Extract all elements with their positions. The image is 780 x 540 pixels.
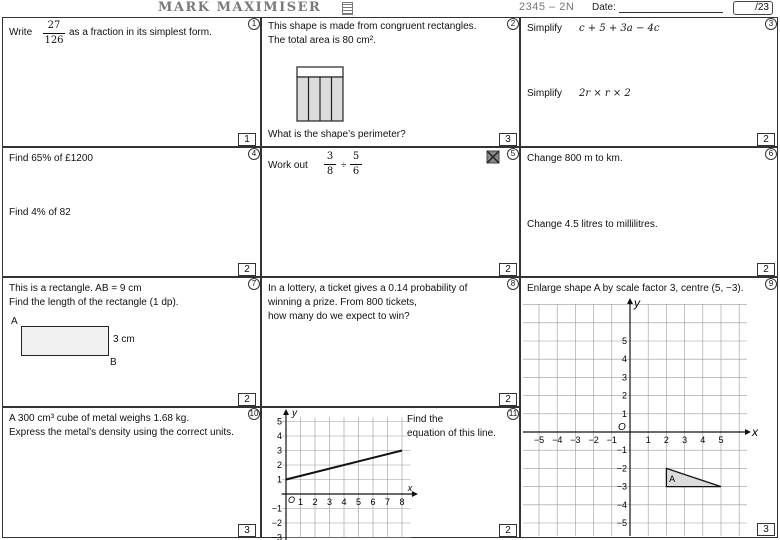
q9-y-tick-label: 3	[621, 372, 627, 383]
question-cell-10	[2, 407, 261, 538]
q10-number: 10	[249, 409, 259, 418]
q5-number: 5	[507, 148, 519, 160]
q6-line1: Change 800 m to km.	[527, 153, 623, 164]
q4-number: 4	[248, 148, 260, 160]
q11-marks: 2	[499, 524, 517, 537]
q9-x-tick-label: 1	[645, 435, 651, 445]
q9-marks: 3	[757, 523, 775, 536]
q9-x-tick-label: −4	[552, 435, 563, 445]
worksheet-header	[0, 0, 780, 17]
q9-y-axis-arrow	[627, 298, 633, 304]
question-cell-6	[520, 147, 778, 277]
q11-x-tick-label: 7	[384, 497, 391, 507]
q8-number: 8	[507, 278, 519, 290]
q1-number: 1	[248, 18, 260, 30]
q3-marks: 2	[757, 133, 775, 146]
q9-y-tick-label: 4	[621, 354, 627, 365]
q9-x-tick-label: −5	[533, 435, 545, 445]
q3-expression-2: 2r × r × 2	[579, 88, 631, 99]
q11-y-axis-arrow	[283, 409, 289, 415]
q11-y-tick-label: 2	[276, 460, 282, 470]
q7-line2: Find the length of the rectangle (1 dp).	[9, 297, 179, 308]
q7-rectangle	[21, 326, 109, 356]
q7-vertex-a: A	[11, 316, 18, 327]
date-input-line[interactable]	[619, 12, 723, 13]
q11-x-tick-label: 5	[355, 497, 362, 507]
q11-y-tick-label: −2	[271, 518, 282, 528]
q9-x-tick-label: 4	[700, 435, 706, 445]
q8-line3: how many do we expect to win?	[268, 311, 410, 322]
question-cell-5	[261, 147, 520, 277]
q2-marks: 3	[499, 133, 517, 146]
no-calculator-icon	[486, 150, 500, 164]
q9-x-tick-label: −2	[588, 435, 599, 445]
q10-line1: A 300 cm³ cube of metal weighs 1.68 kg.	[9, 413, 190, 424]
q4-line1: Find 65% of £1200	[9, 153, 93, 164]
q2-rectangle-shape	[296, 66, 344, 122]
q9-line1: Enlarge shape A by scale factor 3, centre (5, −3).	[527, 283, 744, 294]
q1-fraction-denominator: 126	[44, 35, 64, 46]
worksheet-code: 2345 – 2N	[519, 1, 575, 13]
q5-label: Work out	[268, 160, 308, 171]
q11-number: 11	[508, 409, 518, 418]
q8-marks: 2	[499, 393, 517, 406]
date-label: Date:	[592, 2, 616, 13]
q9-x-tick-label: −3	[570, 435, 581, 445]
q5-b-bar	[350, 164, 362, 165]
q9-y-tick-label: −5	[616, 518, 627, 528]
q9-shape-a-label: A	[669, 474, 676, 485]
q11-x-tick-label: 4	[341, 497, 347, 507]
q9-y-axis-label: y	[634, 296, 640, 310]
q11-x-axis-label: x	[407, 483, 413, 493]
q2-question: What is the shape’s perimeter?	[268, 129, 406, 140]
q9-x-axis-arrow	[745, 429, 751, 435]
question-cell-7	[2, 277, 261, 407]
q10-line2: Express the metal’s density using the correct units.	[9, 427, 234, 438]
q11-x-tick-label: 3	[326, 497, 333, 507]
q11-x-tick-label: 2	[312, 497, 318, 507]
q1-fraction-bar	[43, 33, 65, 34]
q5-fraction-a	[324, 151, 336, 178]
q9-y-tick-label: −1	[616, 445, 627, 456]
q11-x-tick-label: 1	[297, 497, 304, 507]
q6-marks: 2	[757, 263, 775, 276]
q9-y-tick-label: −3	[616, 481, 627, 492]
q11-x-axis-arrow	[412, 491, 418, 497]
q9-x-tick-label: 5	[718, 435, 724, 445]
q9-y-tick-label: −2	[616, 463, 627, 474]
q5-marks: 2	[499, 263, 517, 276]
q7-side-length: 3 cm	[113, 334, 135, 345]
worksheet-title: MARK MAXIMISER	[158, 0, 322, 15]
question-cell-9	[520, 277, 778, 538]
q9-x-tick-label: −1	[606, 435, 617, 445]
q9-y-tick-label: −4	[616, 499, 627, 510]
q2-top-rectangle	[297, 67, 343, 77]
q7-line1: This is a rectangle. AB = 9 cm	[9, 283, 142, 294]
q11-line-graph	[262, 408, 413, 540]
q3-label-1: Simplify	[527, 23, 563, 34]
q2-number: 2	[507, 18, 519, 30]
q11-y-tick-label: 1	[276, 474, 282, 485]
q1-fraction-numerator: 27	[47, 20, 61, 31]
q9-y-tick-label: 1	[621, 408, 627, 419]
q1-suffix: as a fraction in its simplest form.	[69, 27, 212, 38]
q11-y-tick-label: 4	[276, 431, 282, 441]
q1-marks: 1	[238, 133, 256, 146]
q6-line2: Change 4.5 litres to millilitres.	[527, 219, 658, 230]
q11-x-tick-label: 6	[370, 497, 376, 507]
q9-number: 9	[765, 278, 777, 290]
q5-b-denominator: 6	[352, 166, 360, 177]
q5-a-bar	[324, 164, 336, 165]
q7-number: 7	[248, 278, 260, 290]
q7-vertex-b: B	[110, 357, 117, 368]
q8-line1: In a lottery, a ticket gives a 0.14 probability of	[268, 283, 468, 294]
q11-y-tick-label: 3	[276, 445, 282, 456]
question-cell-4	[2, 147, 261, 277]
q5-b-numerator: 5	[352, 151, 360, 162]
q4-line2: Find 4% of 82	[9, 207, 71, 218]
calculator-icon	[342, 2, 353, 15]
question-cell-3	[520, 17, 778, 147]
question-cell-8	[261, 277, 520, 407]
q11-y-tick-label: −1	[271, 503, 282, 514]
q9-x-tick-label: 3	[682, 435, 688, 445]
score-box: /23	[733, 1, 773, 15]
q5-a-denominator: 8	[326, 166, 334, 177]
q8-line2: winning a prize. From 800 tickets,	[268, 297, 417, 308]
q11-x-tick-label: 8	[399, 497, 405, 507]
q5-fraction-b	[350, 151, 362, 178]
q4-marks: 2	[238, 263, 256, 276]
q6-number: 6	[765, 148, 777, 160]
q1-fraction	[43, 20, 65, 47]
q5-operator: ÷	[341, 160, 347, 171]
q11-y-tick-label: 5	[276, 416, 282, 427]
q9-coordinate-grid	[521, 294, 777, 538]
q3-number: 3	[765, 18, 777, 30]
q3-expression-1: c + 5 + 3a − 4c	[579, 23, 660, 34]
q11-y-axis-label: y	[292, 408, 297, 419]
q9-x-tick-label: 2	[663, 435, 669, 445]
q11-line1: Find the	[407, 414, 444, 425]
q11-line2: equation of this line.	[407, 428, 496, 439]
q2-line2: The total area is 80 cm².	[268, 35, 376, 46]
q5-a-numerator: 3	[326, 151, 334, 162]
q2-line1: This shape is made from congruent rectangles.	[268, 21, 477, 32]
q9-origin-label: O	[618, 422, 626, 433]
question-cell-1	[2, 17, 261, 147]
question-cell-2	[261, 17, 520, 147]
question-cell-11	[261, 407, 520, 538]
q9-y-tick-label: 5	[621, 336, 627, 346]
q7-marks: 2	[238, 393, 256, 406]
q11-origin-label: O	[288, 495, 296, 505]
q1-prefix: Write	[9, 27, 33, 38]
q9-y-tick-label: 2	[621, 390, 627, 401]
q11-y-tick-label: −3	[271, 532, 282, 540]
q9-x-axis-label: x	[752, 425, 758, 439]
q3-label-2: Simplify	[527, 88, 563, 99]
q10-marks: 3	[238, 524, 256, 537]
